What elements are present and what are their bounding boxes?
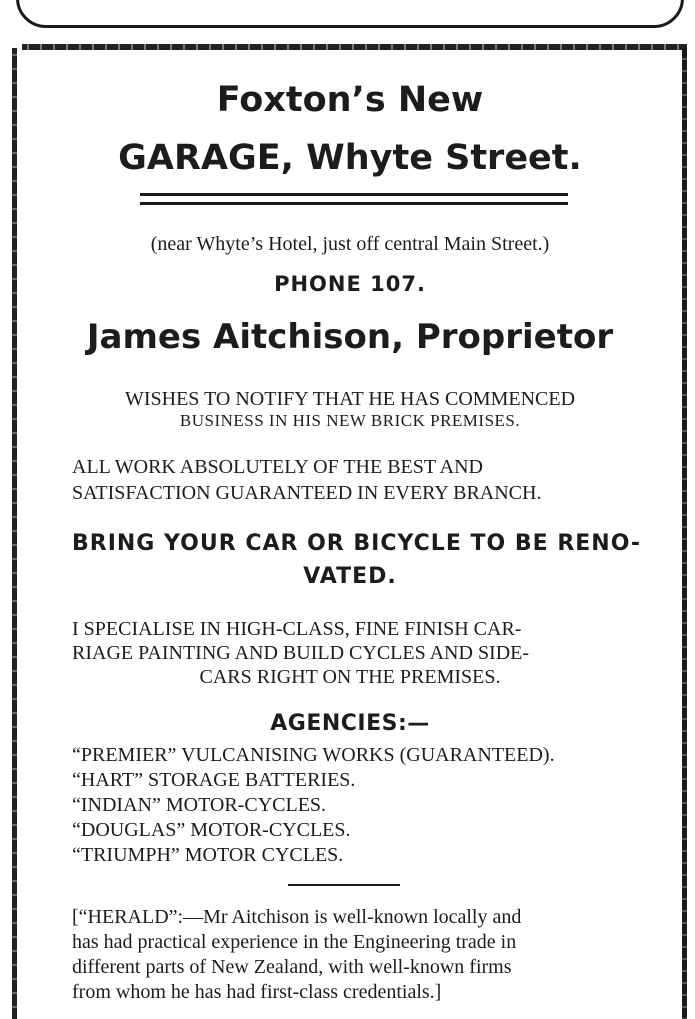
heading-rule-lower [140,202,568,205]
specialise-line: I SPECIALISE IN HIGH-CLASS, FINE FINISH CAR- [72,618,522,640]
bring-line: VATED. [303,564,397,589]
phone-number: PHONE 107. [274,272,426,296]
section-divider [288,884,400,886]
herald-note-line: from whom he has had first-class credentials.] [72,981,442,1003]
specialise-line: RIAGE PAINTING AND BUILD CYCLES AND SIDE- [72,642,530,664]
garage-advertisement [20,50,680,1019]
quality-line: SATISFACTION GUARANTEED IN EVERY BRANCH. [72,482,542,504]
agency-item: “TRIUMPH” MOTOR CYCLES. [72,844,344,866]
notify-line: WISHES TO NOTIFY THAT HE HAS COMMENCED [124,388,576,410]
agency-item: “DOUGLAS” MOTOR-CYCLES. [72,819,351,841]
agencies-heading: AGENCIES:— [270,711,430,736]
herald-note-line: different parts of New Zealand, with well-known firms [72,956,512,978]
column-left-border [12,48,17,1019]
proprietor-name: James Aitchison, Proprietor [86,317,614,357]
heading-line-2: GARAGE, Whyte Street. [118,138,582,178]
herald-note-line: [“HERALD”:—Mr Aitchison is well-known locally and [72,906,522,928]
bring-line: BRING YOUR CAR OR BICYCLE TO BE RENO- [72,531,641,556]
quality-line: ALL WORK ABSOLUTELY OF THE BEST AND [72,456,483,478]
agency-item: “HART” STORAGE BATTERIES. [72,769,356,791]
column-right-border [682,48,687,1019]
agency-item: “INDIAN” MOTOR-CYCLES. [72,794,327,816]
notify-line: BUSINESS IN HIS NEW BRICK PREMISES. [179,411,521,430]
location-line: (near Whyte’s Hotel, just off central Main Street.) [150,233,550,255]
heading-rule-upper [140,193,568,196]
heading-line-1: Foxton’s New [216,80,484,120]
agency-item: “PREMIER” VULCANISING WORKS (GUARANTEED). [72,744,555,766]
herald-note-line: has had practical experience in the Engineering trade in [72,931,517,953]
specialise-line: CARS RIGHT ON THE PREMISES. [199,666,501,688]
previous-column-frame [16,0,684,28]
